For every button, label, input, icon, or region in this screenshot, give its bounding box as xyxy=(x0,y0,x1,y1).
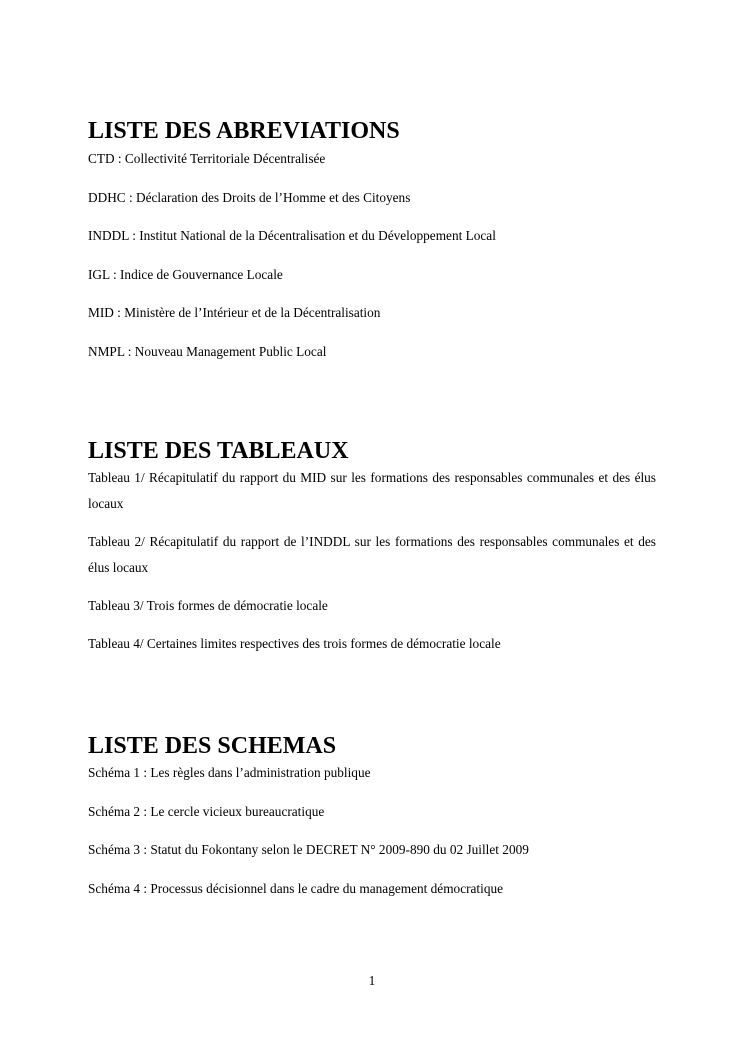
schemas-heading: LISTE DES SCHEMAS xyxy=(88,733,337,759)
abbreviation-item: NMPL : Nouveau Management Public Local xyxy=(88,343,327,359)
schemas-list xyxy=(88,760,656,914)
abbreviation-item: MID : Ministère de l’Intérieur et de la Décentralisation xyxy=(88,305,381,320)
page-number: 1 xyxy=(368,973,376,988)
tables-heading: LISTE DES TABLEAUX xyxy=(88,438,349,464)
abbreviations-heading: LISTE DES ABREVIATIONS xyxy=(88,118,400,144)
schemas-section xyxy=(88,733,656,914)
abbreviation-item: IGL : Indice de Gouvernance Locale xyxy=(88,266,283,282)
abbreviation-item: DDHC : Déclaration des Droits de l’Homme et des Citoyens xyxy=(88,189,411,205)
table-list-item: Tableau 4/ Certaines limites respectives des trois formes de démocratie locale xyxy=(88,636,501,651)
tables-list xyxy=(88,465,656,657)
abbreviation-item: INDDL : Institut National de la Décentralisation et du Développement Local xyxy=(88,228,496,243)
abbreviation-item: CTD : Collectivité Territoriale Décentralisée xyxy=(88,151,326,166)
abbreviations-list xyxy=(88,146,656,377)
table-list-item: Tableau 2/ Récapitulatif du rapport de l’INDDL sur les formations des responsables communales et des élus locaux xyxy=(88,534,656,575)
tables-section xyxy=(88,438,656,669)
schema-list-item: Schéma 4 : Processus décisionnel dans le cadre du management démocratique xyxy=(88,880,504,896)
schema-list-item: Schéma 1 : Les règles dans l’administration publique xyxy=(88,765,371,780)
schema-list-item: Schéma 3 : Statut du Fokontany selon le DECRET N° 2009-890 du 02 Juillet 2009 xyxy=(88,842,529,857)
schema-list-item: Schéma 2 : Le cercle vicieux bureaucratique xyxy=(88,803,325,819)
table-list-item: Tableau 1/ Récapitulatif du rapport du MID sur les formations des responsables communales et des élus locaux xyxy=(88,470,656,511)
table-list-item: Tableau 3/ Trois formes de démocratie locale xyxy=(88,598,328,613)
abbreviations-section xyxy=(88,118,656,377)
